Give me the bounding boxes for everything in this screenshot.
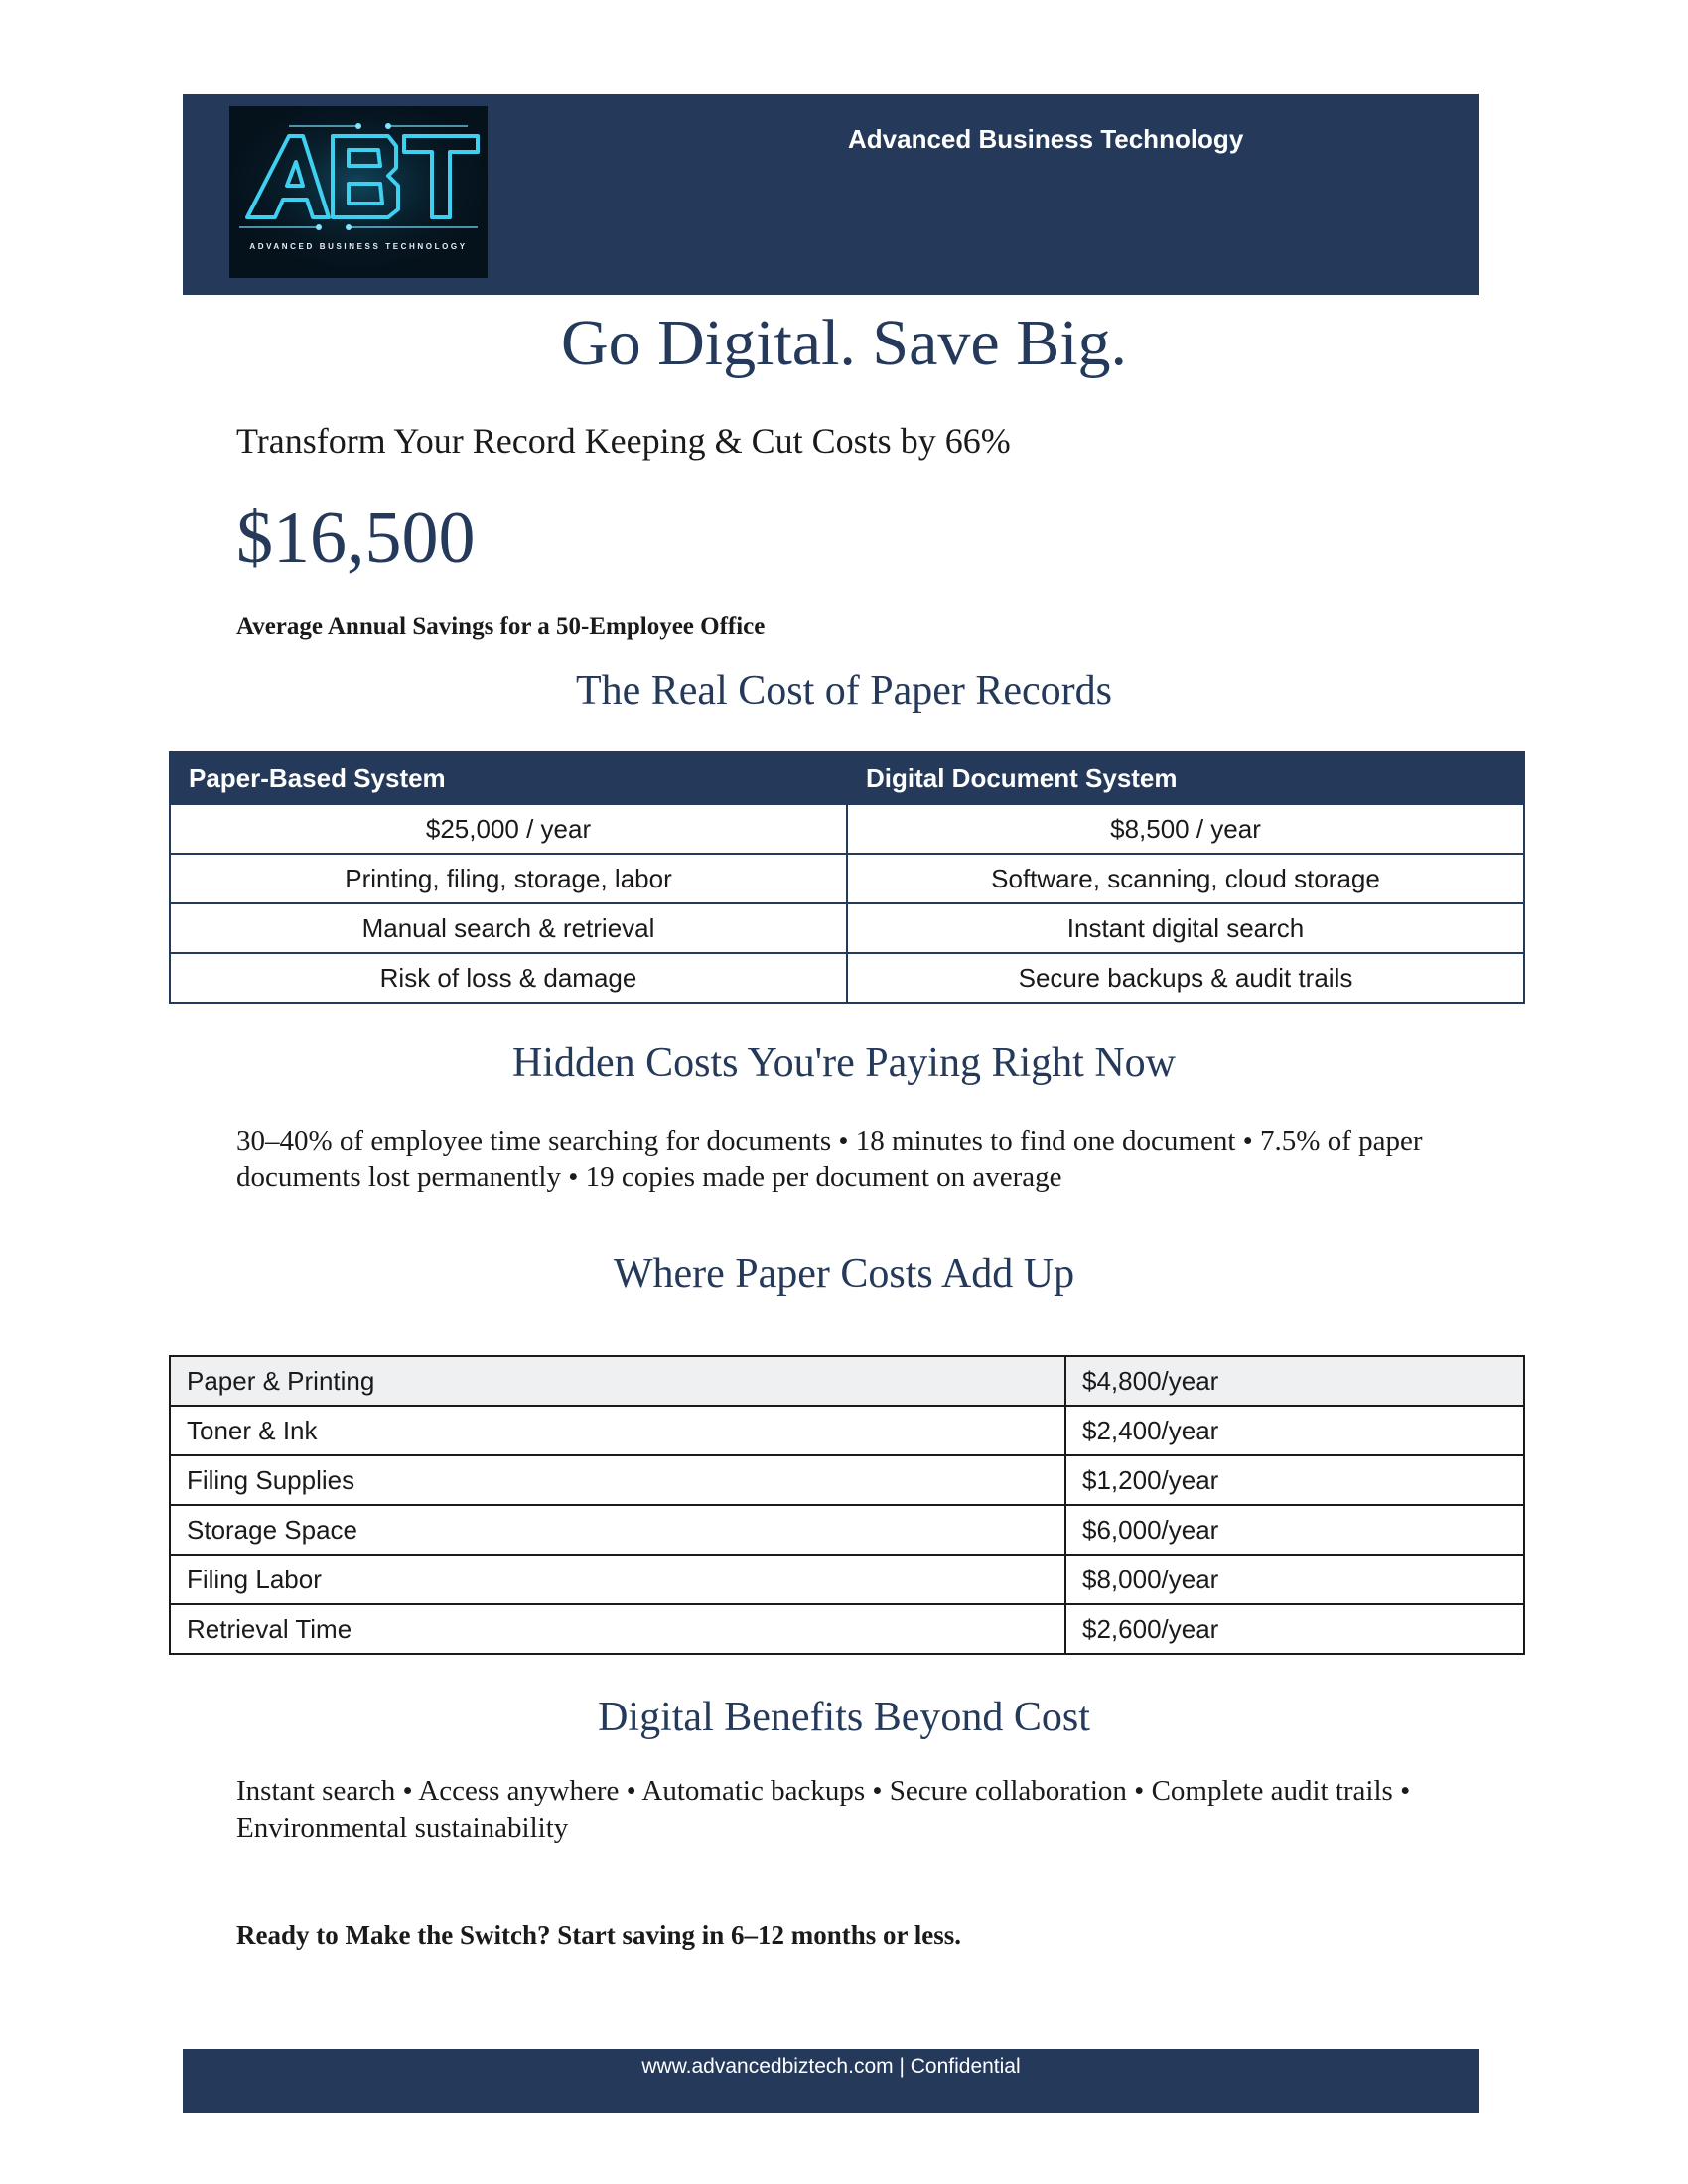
call-to-action: Ready to Make the Switch? Start saving in 6–12 months or less. <box>236 1920 962 1950</box>
cost-amount: $6,000/year <box>1065 1505 1524 1555</box>
table-row <box>170 1406 1524 1455</box>
hidden-costs-heading: Hidden Costs You're Paying Right Now <box>512 1040 1176 1086</box>
cost-item: Paper & Printing <box>170 1356 1065 1406</box>
cost-amount: $8,000/year <box>1065 1555 1524 1604</box>
table-cell: Manual search & retrieval <box>170 903 847 953</box>
table-cell: Risk of loss & damage <box>170 953 847 1003</box>
table-cell: Instant digital search <box>847 903 1524 953</box>
cost-amount: $1,200/year <box>1065 1455 1524 1505</box>
table-row <box>170 953 1524 1003</box>
abt-circuit-logo-icon <box>229 106 488 278</box>
table-row <box>170 804 1524 854</box>
page-subtitle: Transform Your Record Keeping & Cut Costs by 66% <box>236 421 1011 461</box>
company-name: Advanced Business Technology <box>848 124 1244 154</box>
cost-amount: $2,600/year <box>1065 1604 1524 1654</box>
savings-amount: $16,500 <box>236 497 476 579</box>
table-row <box>170 1555 1524 1604</box>
column-header: Paper-Based System <box>170 752 847 804</box>
table-cell: $8,500 / year <box>847 804 1524 854</box>
cost-amount: $2,400/year <box>1065 1406 1524 1455</box>
cost-item: Storage Space <box>170 1505 1065 1555</box>
column-header: Digital Document System <box>847 752 1524 804</box>
comparison-table <box>169 751 1525 1004</box>
table-row <box>170 903 1524 953</box>
header-banner <box>183 94 1479 295</box>
cost-item: Toner & Ink <box>170 1406 1065 1455</box>
benefits-heading: Digital Benefits Beyond Cost <box>598 1695 1090 1740</box>
page-title: Go Digital. Save Big. <box>560 307 1128 379</box>
table-header-row <box>170 752 1524 804</box>
table-row <box>170 1455 1524 1505</box>
logo-tagline: ADVANCED BUSINESS TECHNOLOGY <box>249 242 468 251</box>
paper-costs-heading: Where Paper Costs Add Up <box>613 1251 1075 1297</box>
hidden-costs-text: 30–40% of employee time searching for documents • 18 minutes to find one document • 7.5% of paper documents lost permanently • 19 copies made per document on average <box>236 1125 1423 1193</box>
footer-bar <box>183 2049 1479 2113</box>
table-row <box>170 1505 1524 1555</box>
table-cell: Software, scanning, cloud storage <box>847 854 1524 903</box>
table-cell: Secure backups & audit trails <box>847 953 1524 1003</box>
table-row <box>170 1604 1524 1654</box>
cost-item: Filing Supplies <box>170 1455 1065 1505</box>
cost-amount: $4,800/year <box>1065 1356 1524 1406</box>
footer-text: www.advancedbiztech.com | Confidential <box>641 2055 1021 2078</box>
paper-costs-table <box>169 1355 1525 1655</box>
table-row <box>170 854 1524 903</box>
table-cell: Printing, filing, storage, labor <box>170 854 847 903</box>
savings-label: Average Annual Savings for a 50-Employee Office <box>236 614 766 640</box>
table-row <box>170 1356 1524 1406</box>
comparison-heading: The Real Cost of Paper Records <box>575 668 1113 714</box>
cost-item: Retrieval Time <box>170 1604 1065 1654</box>
cost-item: Filing Labor <box>170 1555 1065 1604</box>
table-cell: $25,000 / year <box>170 804 847 854</box>
benefits-text: Instant search • Access anywhere • Automatic backups • Secure collaboration • Complete audit trails • Environmental sustainability <box>236 1775 1411 1843</box>
abt-logo <box>229 106 488 278</box>
